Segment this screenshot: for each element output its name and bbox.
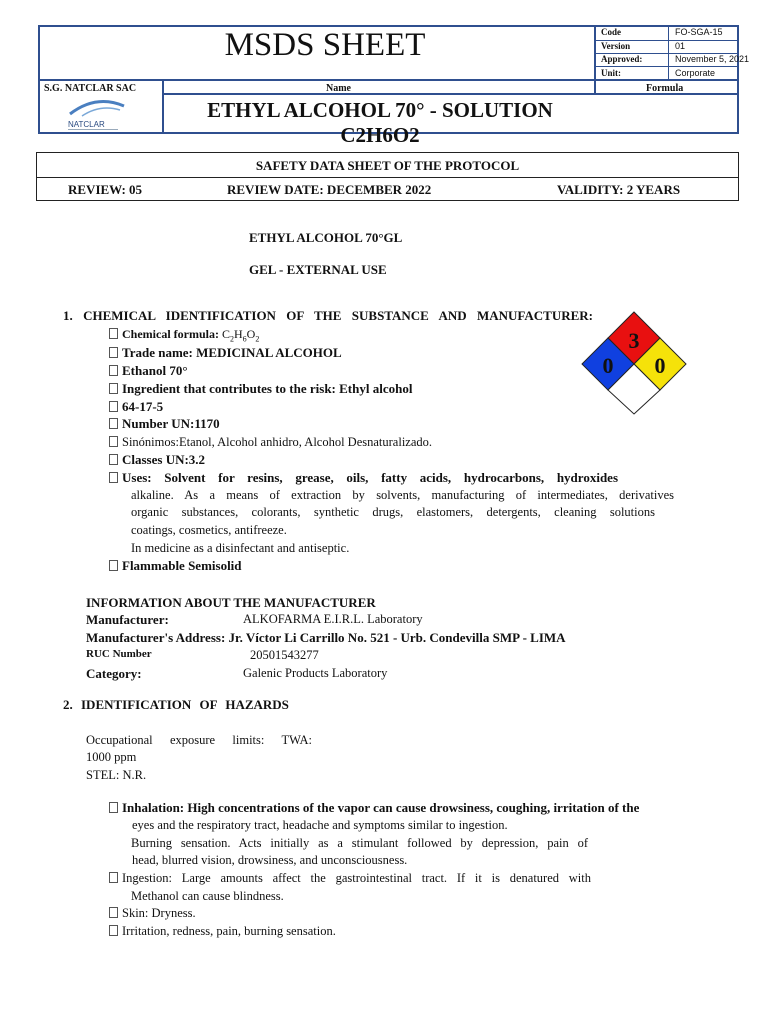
inhalation-line: eyes and the respiratory tract, headache and symptoms similar to ingestion.	[132, 818, 508, 832]
review-number: REVIEW: 05	[68, 182, 143, 197]
ingestion-line: Methanol can cause blindness.	[131, 889, 284, 903]
exposure-limits: Occupational exposure limits: TWA:	[86, 733, 312, 747]
cas-number-item: 64-17-5	[109, 399, 163, 415]
classes-item: Classes UN:3.2	[109, 452, 205, 468]
chemical-formula-item: Chemical formula: $C_2H_6O_2$	[109, 327, 259, 343]
bullet-box-icon	[109, 454, 118, 465]
un-number-item: Number UN:1170	[109, 416, 220, 432]
uses-line: alkaline. As a means of extraction by solvents, manufacturing of intermediates, derivatives	[131, 488, 674, 502]
bullet-box-icon	[109, 436, 118, 447]
skin-item: Skin: Dryness.	[109, 906, 196, 921]
inhalation-item: Inhalation: High concentrations of the vapor can cause drowsiness, coughing, irritation of the	[109, 800, 639, 816]
meta-key-code: Code	[601, 27, 621, 37]
bullet-box-icon	[109, 802, 118, 813]
meta-key-unit: Unit:	[601, 68, 621, 78]
bullet-box-icon	[109, 560, 118, 571]
validity: VALIDITY: 2 YEARS	[557, 182, 681, 197]
nfpa-health-value: 0	[602, 353, 614, 378]
formula-label: Formula	[646, 83, 684, 94]
uses-line: coatings, cosmetics, antifreeze.	[131, 523, 287, 537]
manufacturer-heading: INFORMATION ABOUT THE MANUFACTURER	[86, 595, 376, 610]
bullet-box-icon	[109, 347, 118, 358]
ethanol-item: Ethanol 70°	[109, 363, 188, 379]
nfpa-diamond	[580, 311, 688, 415]
bullet-box-icon	[109, 418, 118, 429]
exposure-stel: STEL: N.R.	[86, 768, 147, 782]
name-label: Name	[326, 83, 351, 94]
uses-line: In medicine as a disinfectant and antiseptic.	[131, 541, 350, 555]
bullet-box-icon	[109, 472, 118, 483]
meta-value-approved: November 5, 2021	[675, 54, 750, 64]
bullet-box-icon	[109, 328, 118, 339]
irritation-item: Irritation, redness, pain, burning sensation.	[109, 924, 336, 939]
meta-value-code: FO-SGA-15	[675, 27, 723, 37]
manufacturer-label: Manufacturer:	[86, 612, 169, 627]
category-value: Galenic Products Laboratory	[243, 666, 388, 680]
exposure-ppm: 1000 ppm	[86, 750, 137, 764]
uses-item: Uses: Solvent for resins, grease, oils, fatty acids, hydrocarbons, hydroxides	[109, 470, 618, 486]
protocol-title: SAFETY DATA SHEET OF THE PROTOCOL	[255, 158, 520, 173]
bullet-box-icon	[109, 383, 118, 394]
subtitle-gel: GEL - EXTERNAL USE	[249, 262, 387, 277]
bullet-box-icon	[109, 365, 118, 376]
subtitle-alcohol: ETHYL ALCOHOL 70°GL	[249, 230, 403, 245]
section1-heading: 1. CHEMICAL IDENTIFICATION OF THE SUBSTANCE AND MANUFACTURER:	[63, 308, 593, 323]
nfpa-flammability-value: 3	[628, 328, 640, 353]
document-meta-table	[596, 25, 750, 78]
manufacturer-address: Manufacturer's Address: Jr. Víctor Li Carrillo No. 521 - Urb. Condevilla SMP - LIMA	[86, 630, 566, 645]
ingestion-item: Ingestion: Large amounts affect the gastrointestinal tract. If it is denatured with	[109, 871, 591, 886]
ruc-value: 20501543277	[250, 648, 319, 662]
review-date: REVIEW DATE: DECEMBER 2022	[227, 182, 432, 197]
category-label: Category:	[86, 666, 142, 681]
meta-value-unit: Corporate	[675, 68, 716, 78]
bullet-box-icon	[109, 907, 118, 918]
nfpa-reactivity-value: 0	[654, 353, 666, 378]
svg-text:NATCLAR: NATCLAR	[68, 120, 105, 129]
meta-key-version: Version	[601, 41, 631, 51]
ruc-label: RUC Number	[86, 648, 152, 660]
synonyms-item: Sinónimos:Etanol, Alcohol anhidro, Alcohol Desnaturalizado.	[109, 435, 432, 450]
meta-key-approved: Approved:	[601, 54, 643, 64]
natclar-logo	[62, 96, 132, 132]
manufacturer-value: ALKOFARMA E.I.R.L. Laboratory	[243, 612, 423, 626]
section2-heading: 2. IDENTIFICATION OF HAZARDS	[63, 697, 289, 712]
ingredient-item: Ingredient that contributes to the risk: Ethyl alcohol	[109, 381, 412, 397]
bullet-box-icon	[109, 401, 118, 412]
inhalation-line: head, blurred vision, drowsiness, and unconsciousness.	[132, 853, 408, 867]
flammable-item: Flammable Semisolid	[109, 558, 242, 574]
meta-value-version: 01	[675, 41, 686, 51]
product-title: ETHYL ALCOHOL 70° - SOLUTION C2H6O2	[207, 98, 553, 147]
uses-line: organic substances, colorants, synthetic drugs, elastomers, detergents, cleaning solutions	[131, 505, 655, 519]
inhalation-line: Burning sensation. Acts initially as a stimulant followed by depression, pain of	[131, 836, 588, 850]
company-name: S.G. NATCLAR SAC	[44, 83, 137, 94]
bullet-box-icon	[109, 925, 118, 936]
bullet-box-icon	[109, 872, 118, 883]
document-title: MSDS SHEET	[224, 27, 426, 63]
trade-name-item: Trade name: MEDICINAL ALCOHOL	[109, 345, 342, 361]
